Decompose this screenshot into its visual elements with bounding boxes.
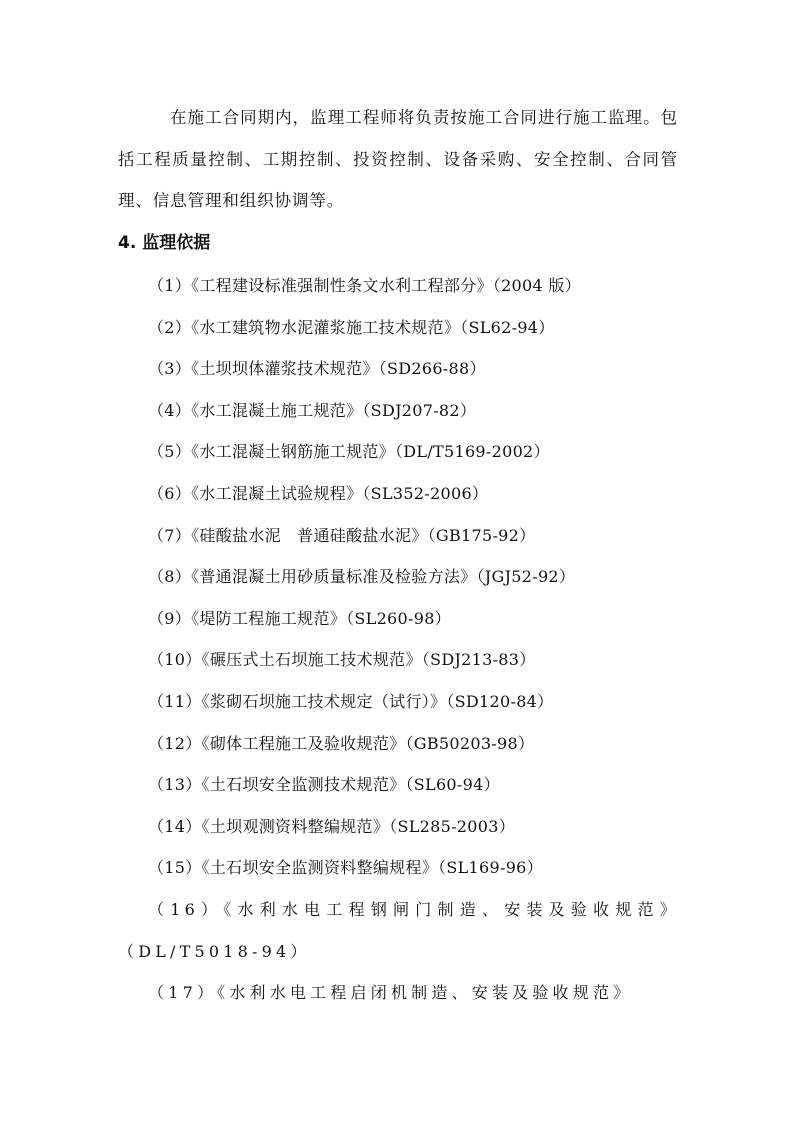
reference-item: （7）《硅酸盐水泥 普通硅酸盐水泥》（GB175-92） [148, 525, 536, 545]
reference-item: （16）《水利水电工程钢闸门制造、安装及验收规范》（DL/T5018-94） [118, 899, 680, 961]
reference-item: （3）《土坝坝体灌浆技术规范》（SD266-88） [148, 359, 486, 379]
reference-item: （13）《土石坝安全监测技术规范》（SL60-94） [148, 775, 500, 795]
reference-item: （17）《水利水电工程启闭机制造、安装及验收规范》 [148, 983, 634, 1003]
reference-item: （15）《土石坝安全监测资料整编规程》（SL169-96） [148, 858, 543, 878]
reference-item: （10）《碾压式土石坝施工技术规范》（SDJ213-83） [148, 650, 536, 670]
section-heading: 4. 监理依据 [118, 233, 211, 253]
reference-item: （6）《水工混凝土试验规程》（SL352-2006） [148, 483, 489, 503]
intro-paragraph: 在施工合同期内，监理工程师将负责按施工合同进行施工监理。包括工程质量控制、工期控制、投资控制、设备采购、安全控制、合同管理、信息管理和组织协调等。 [118, 108, 678, 210]
reference-item: （4）《水工混凝土施工规范》（SDJ207-82） [148, 400, 477, 420]
reference-item: （9）《堤防工程施工规范》（SL260-98） [148, 608, 451, 628]
reference-item: （1）《工程建设标准强制性条文水利工程部分》（2004 版） [148, 276, 581, 295]
reference-item: （11）《浆砌石坝施工技术规定（试行）》（SD120-84） [148, 691, 554, 711]
reference-list [118, 265, 680, 1014]
reference-item: （8）《普通混凝土用砂质量标准及检验方法》（JGJ52-92） [148, 567, 576, 587]
reference-item: （5）《水工混凝土钢筋施工规范》（DL/T5169-2002） [148, 442, 550, 462]
reference-item: （14）《土坝观测资料整编规范》（SL285-2003） [148, 816, 516, 836]
reference-item: （12）《砌体工程施工及验收规范》（GB50203-98） [148, 733, 535, 753]
reference-item: （2）《水工建筑物水泥灌浆施工技术规范》（SL62-94） [148, 317, 555, 337]
